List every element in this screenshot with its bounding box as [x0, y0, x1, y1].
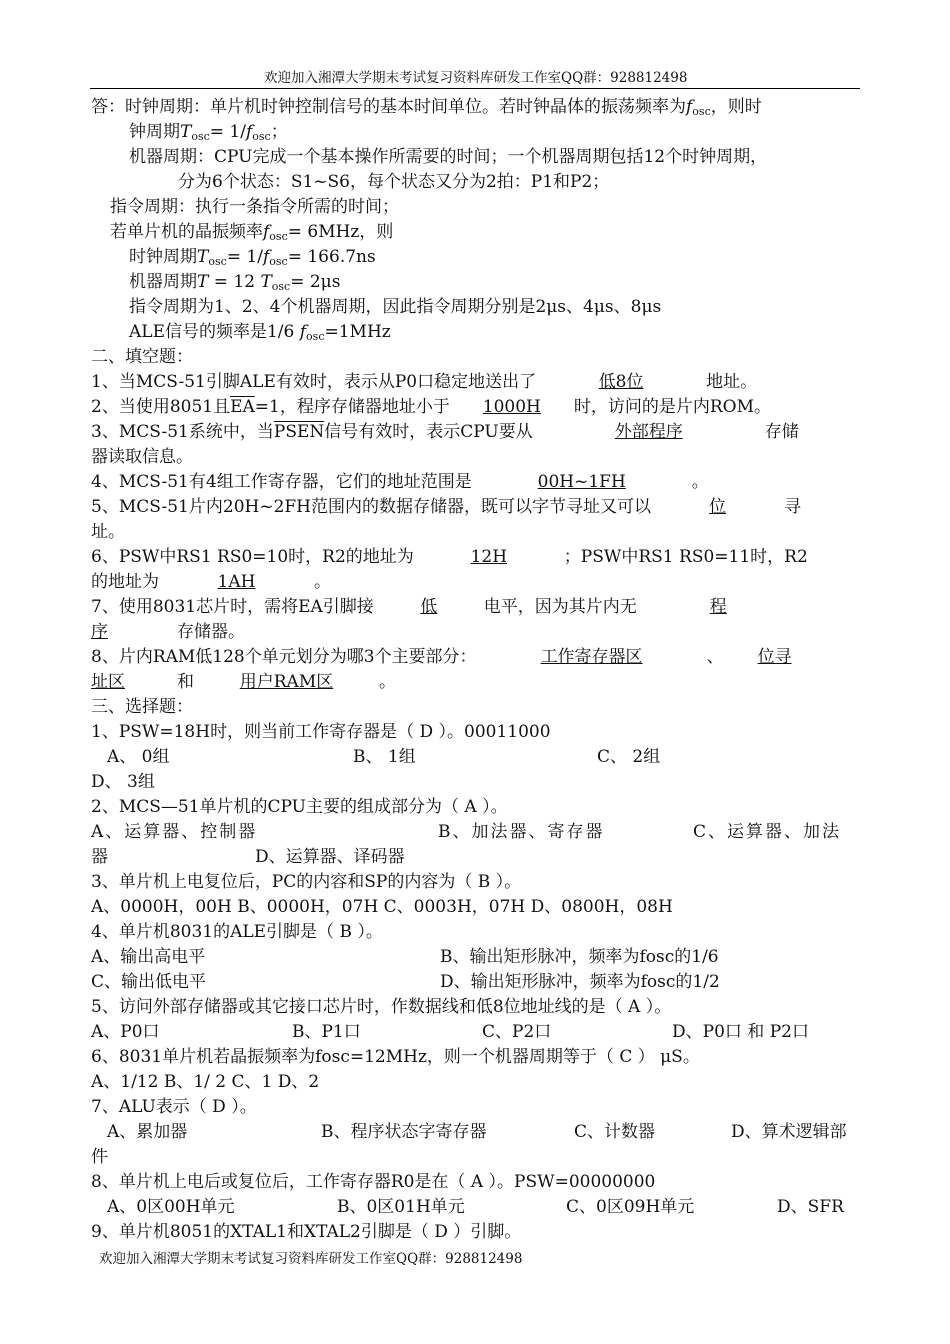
- choice-q5-option-d: D、P0口 和 P2口: [672, 1022, 809, 1042]
- choice-q9: 9、单片机8051的XTAL1和XTAL2引脚是（ D ）引脚。: [91, 1222, 522, 1242]
- text: 信号有效时，表示CPU要从: [324, 422, 533, 442]
- choice-q6-options: A、1/12 B、1/ 2 C、1 D、2: [91, 1072, 320, 1092]
- text: 时钟周期: [129, 247, 197, 267]
- answer-blank: 程: [709, 597, 727, 617]
- choice-q7-option-d-cont: 件: [91, 1147, 108, 1167]
- text: 7、使用8031芯片时，需将EA引脚接: [91, 597, 374, 617]
- choice-q8-option-c: C、0区09H单元: [566, 1197, 695, 1217]
- text: = 1/: [209, 122, 246, 142]
- text: 机器周期: [129, 272, 197, 292]
- text: = 12: [208, 272, 261, 292]
- fill-q5-cont: 址。: [91, 522, 125, 542]
- text: 。: [314, 572, 331, 592]
- fill-q6: [91, 546, 808, 568]
- page-footer: 欢迎加入湘潭大学期末考试复习资料库研发工作室QQ群：928812498: [99, 1251, 523, 1267]
- T-var: T: [197, 247, 209, 267]
- text: 存储器。: [177, 622, 245, 642]
- T-var: T: [180, 122, 192, 142]
- osc-sub: osc: [306, 330, 325, 343]
- answer-blank: 外部程序: [614, 422, 683, 442]
- T-var: T: [260, 272, 272, 292]
- osc-sub: osc: [191, 130, 210, 143]
- choice-q2-option-c-cont: 器: [91, 847, 108, 867]
- choice-q6: 6、8031单片机若晶振频率为fosc=12MHz，则一个机器周期等于（ C ） μS。: [91, 1047, 700, 1067]
- text: 3、MCS-51系统中，当: [91, 422, 274, 442]
- ea-overline: $\overline{EA}$: [230, 397, 255, 417]
- text: = 166.7ns: [287, 247, 376, 267]
- fill-q1: [91, 371, 757, 393]
- choice-q3-options: A、0000H，00H B、0000H，07H C、0003H，07H D、0800H，08H: [91, 897, 673, 917]
- choice-q4-option-c: C、输出低电平: [91, 972, 207, 992]
- T-var: T: [197, 272, 209, 292]
- f-var: f: [686, 97, 693, 117]
- text: 和: [177, 672, 194, 692]
- text: 若单片机的晶振频率: [110, 222, 263, 242]
- fill-q8-cont: [91, 671, 396, 693]
- f-var: f: [299, 322, 307, 342]
- choice-q1-option-a: A、 0组: [107, 747, 170, 767]
- choice-q1-option-b: B、 1组: [353, 747, 416, 767]
- text: 1、当MCS-51引脚ALE有效时，表示从P0口稳定地送出了: [91, 372, 537, 392]
- fill-q6-cont: [91, 571, 331, 593]
- text: 的地址为: [91, 572, 159, 592]
- psen-overline: PSEN: [273, 422, 325, 442]
- choice-q2-option-b: B、加法器、寄存器: [438, 822, 605, 842]
- text: 地址。: [706, 372, 758, 392]
- answer-line-4: 分为6个状态：S1~S6，每个状态又分为2拍：P1和P2；: [178, 172, 610, 192]
- fill-q7-cont: [91, 621, 245, 643]
- text: ，则时: [710, 97, 762, 117]
- text: 6、PSW中RS1 RS0=10时，R2的地址为: [91, 547, 414, 567]
- answer-line-1: [91, 96, 762, 123]
- answer-blank: 低: [420, 597, 438, 617]
- answer-line-8: [129, 271, 340, 298]
- fill-q7: [91, 596, 727, 618]
- text: 。: [379, 672, 396, 692]
- text: ；: [270, 122, 288, 142]
- answer-line-10: [129, 321, 391, 348]
- choice-q4-option-b: B、输出矩形脉冲，频率为fosc的1/6: [440, 947, 719, 967]
- answer-line-2: [129, 121, 288, 148]
- answer-blank: 低8位: [598, 372, 644, 392]
- osc-sub: osc: [271, 280, 291, 293]
- answer-line-9: 指令周期为1、2、4个机器周期，因此指令周期分别是2μs、4μs、8μs: [129, 297, 662, 317]
- choice-q1-option-c: C、 2组: [597, 747, 661, 767]
- text: =1MHz: [324, 322, 391, 342]
- text: ；PSW中RS1 RS0=11时，R2: [563, 547, 808, 567]
- choice-q5-option-a: A、P0口: [91, 1022, 160, 1042]
- answer-blank: 1AH: [217, 572, 256, 592]
- text: ALE信号的频率是1/6: [129, 322, 300, 342]
- f-var: f: [263, 222, 270, 242]
- choice-q8-option-d: D、SFR: [777, 1197, 844, 1217]
- f-var: f: [245, 122, 253, 142]
- answer-blank: 序: [91, 622, 108, 642]
- fill-q4: [91, 471, 709, 493]
- choice-q8: 8、单片机上电后或复位后，工作寄存器R0是在（ A ）。PSW=00000000: [91, 1172, 656, 1192]
- text: 2、当使用8051且: [91, 397, 231, 417]
- choice-q2-option-a: A、运算器、控制器: [91, 822, 258, 842]
- choice-q7-option-a: A、累加器: [107, 1122, 188, 1142]
- choice-q1-option-d: D、 3组: [91, 772, 155, 792]
- answer-blank: 1000H: [482, 397, 541, 417]
- choice-q4-option-d: D、输出矩形脉冲，频率为fosc的1/2: [440, 972, 720, 992]
- text: = 6MHz，则: [287, 222, 394, 242]
- osc-sub: osc: [208, 255, 227, 268]
- text: 4、MCS-51有4组工作寄存器，它们的地址范围是: [91, 472, 472, 492]
- choice-q2: 2、MCS—51单片机的CPU主要的组成部分为（ A ）。: [91, 797, 508, 817]
- text: 5、MCS-51片内20H~2FH范围内的数据存储器，既可以字节寻址又可以: [91, 497, 652, 517]
- answer-blank: 用户RAM区: [239, 672, 334, 692]
- text: 钟周期: [129, 122, 180, 142]
- text: = 1/: [226, 247, 263, 267]
- answer-line-3: 机器周期：CPU完成一个基本操作所需要的时间；一个机器周期包括12个时钟周期，: [129, 147, 768, 167]
- choice-q7-option-c: C、计数器: [574, 1122, 656, 1142]
- text: 存储: [764, 422, 799, 442]
- text: = 2μs: [290, 272, 341, 292]
- fill-q3-cont: 器读取信息。: [91, 447, 193, 467]
- choice-q5: 5、访问外部存储器或其它接口芯片时，作数据线和低8位地址线的是（ A ）。: [91, 997, 672, 1017]
- answer-line-6: [110, 221, 393, 248]
- fill-q2: [91, 396, 771, 418]
- choice-q5-option-c: C、P2口: [482, 1022, 552, 1042]
- choice-q2-option-d: D、运算器、译码器: [255, 847, 405, 867]
- text: =1，程序存储器地址小于: [254, 397, 450, 417]
- choice-q7-option-b: B、程序状态字寄存器: [321, 1122, 487, 1142]
- choice-q1: 1、PSW=18H时，则当前工作寄存器是（ D ）。00011000: [91, 722, 551, 742]
- choice-q5-option-b: B、P1口: [292, 1022, 361, 1042]
- answer-blank: 00H~1FH: [537, 472, 626, 492]
- text: 。: [691, 472, 709, 492]
- f-var: f: [262, 247, 270, 267]
- answer-blank: 位: [709, 497, 727, 517]
- answer-line-7: [129, 246, 376, 273]
- osc-sub: osc: [269, 255, 288, 268]
- text: 时，访问的是片内ROM。: [573, 397, 771, 417]
- osc-sub: osc: [692, 105, 711, 118]
- choice-q2-option-c: C、运算器、加法: [693, 822, 842, 842]
- answer-line-5: 指令周期：执行一条指令所需的时间；: [110, 197, 399, 217]
- text: 寻: [784, 497, 802, 517]
- section-title-choice: 三、选择题：: [91, 697, 193, 717]
- header-rule: [90, 88, 860, 89]
- text: 答：时钟周期：单片机时钟控制信号的基本时间单位。若时钟晶体的振荡频率为: [91, 97, 686, 117]
- answer-blank: 址区: [91, 672, 125, 692]
- answer-blank: 工作寄存器区: [540, 647, 643, 667]
- text: 电平，因为其片内无: [483, 597, 637, 617]
- fill-q5: [91, 496, 801, 518]
- choice-q4: 4、单片机8031的ALE引脚是（ B ）。: [91, 922, 383, 942]
- choice-q3: 3、单片机上电复位后，PC的内容和SP的内容为（ B ）。: [91, 872, 522, 892]
- fill-q8: [91, 646, 792, 668]
- choice-q7-option-d: D、算术逻辑部: [731, 1122, 847, 1142]
- choice-q8-option-a: A、0区00H单元: [107, 1197, 235, 1217]
- answer-blank: 位寻: [757, 647, 792, 667]
- choice-q8-option-b: B、0区01H单元: [337, 1197, 465, 1217]
- osc-sub: osc: [252, 130, 271, 143]
- choice-q4-option-a: A、输出高电平: [91, 947, 206, 967]
- section-title-fill: 二、填空题：: [91, 347, 193, 367]
- answer-blank: 12H: [470, 547, 508, 567]
- choice-q7: 7、ALU表示（ D ）。: [91, 1097, 257, 1117]
- page-header: 欢迎加入湘潭大学期末考试复习资料库研发工作室QQ群：928812498: [264, 70, 688, 86]
- osc-sub: osc: [269, 230, 288, 243]
- text: 8、片内RAM低128个单元划分为哪3个主要部分：: [91, 647, 477, 667]
- text: 、: [706, 647, 724, 667]
- fill-q3: [91, 421, 799, 443]
